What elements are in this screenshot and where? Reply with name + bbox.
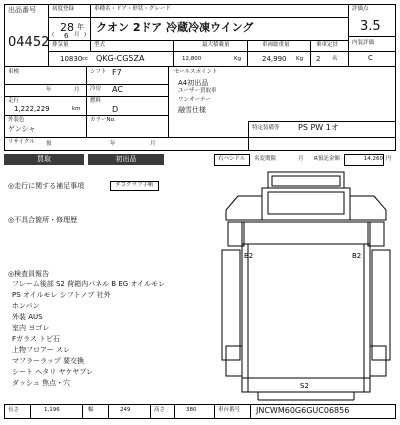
model: QKG-CG5ZA	[96, 54, 145, 63]
height: 380	[186, 407, 197, 413]
recycle-fee-label: R預託金額	[314, 156, 340, 162]
purchase-tag: 買取	[4, 154, 84, 165]
border-line	[82, 404, 83, 418]
special-equipment-label: 特定装備等	[252, 125, 280, 131]
registration-year: 28	[60, 21, 74, 34]
border-line	[248, 121, 396, 122]
inspection-year-unit: 年	[46, 87, 52, 93]
border-line	[90, 4, 91, 51]
score-label: 評価点	[352, 6, 369, 12]
inspector-line: Fガラス トビ石	[12, 335, 61, 343]
windshield	[268, 192, 344, 214]
right-handle-badge: 右ハンドル	[214, 154, 250, 166]
displacement-label: 排気量	[52, 42, 69, 48]
registration-month: 6	[64, 32, 69, 40]
exterior-color: ゲンシャ	[8, 125, 36, 133]
first-registration-label: 初度登録	[52, 6, 75, 12]
inspector-line: シート ヘタリ ヤケヤブレ	[12, 368, 94, 376]
sales-point-1: A4初出品	[178, 79, 209, 87]
lot-number: 04452	[8, 35, 50, 50]
damage-label-rear: S2	[300, 382, 309, 390]
inspection-record-month-unit: 月	[150, 141, 156, 147]
inspection-label: 車検	[8, 69, 20, 75]
border-line	[168, 66, 169, 137]
capacity: 2	[316, 55, 321, 63]
inspector-line: フレーム後部 S2 荷箱内パネル B EG オイルモレ	[12, 280, 166, 288]
interior-grade-label: 内装評価	[352, 40, 375, 46]
vin-label: 車台番号	[218, 407, 241, 413]
mileage-label: 走行	[8, 98, 20, 104]
ac: AC	[112, 85, 123, 94]
border-line	[247, 40, 248, 66]
inspection-record-year-unit: 年	[110, 141, 116, 147]
border-line	[48, 51, 348, 52]
border-line	[4, 404, 5, 418]
border-line	[4, 66, 5, 150]
defects-label: ◎不具合箇所・修理歴	[8, 216, 78, 224]
damage-label-left: B2	[244, 252, 254, 260]
inspector-line: ダッシュ 焦点・穴	[12, 379, 71, 387]
length: 1,196	[44, 407, 60, 413]
truck-diagram	[218, 166, 394, 404]
registration-year-unit: 年	[77, 23, 84, 31]
border-line	[348, 4, 349, 66]
gross-weight-label: 車両総重量	[262, 42, 290, 48]
exterior-color-label: 外装色	[8, 117, 25, 123]
border-line	[348, 36, 396, 37]
sales-point-2: ユーザー買取車	[178, 88, 217, 94]
border-line	[48, 40, 348, 41]
tachograph-box: タコグラフ手帳	[110, 181, 159, 191]
max-load: 12,800	[182, 56, 202, 62]
recycle-label: リサイクル	[8, 139, 35, 145]
displacement: 10830	[60, 55, 83, 63]
ac-label: 冷房	[90, 86, 102, 92]
border-line	[395, 66, 396, 150]
border-line	[310, 40, 311, 66]
cab-body	[262, 188, 350, 220]
length-label: 長さ	[8, 407, 20, 413]
shift-label: シフト	[90, 69, 107, 75]
border-line	[108, 404, 109, 418]
max-load-unit: Kg	[234, 56, 242, 62]
border-line	[395, 4, 396, 66]
color-number-label: カラーNo.	[90, 117, 116, 123]
border-line	[4, 150, 396, 151]
max-load-label: 最大積載量	[202, 42, 230, 48]
gross-weight-unit: Kg	[296, 56, 304, 62]
recycle-fee: 14,260	[344, 154, 384, 166]
border-line	[4, 137, 396, 138]
car-name: クオン 2ドア 冷蔵冷凍ウイング	[96, 21, 254, 34]
lot-number-label: 出品番号	[8, 6, 36, 14]
inspector-line: PS オイルモレ シフトノブ 社外	[12, 291, 111, 299]
border-line	[248, 121, 249, 150]
capacity-unit: 名	[332, 56, 338, 62]
score: 3.5	[360, 19, 381, 34]
mileage-unit: km	[72, 106, 81, 112]
recycle-status: 預	[46, 141, 52, 147]
inspection-month-unit: 月	[74, 87, 80, 93]
sales-point-4: 融雪仕様	[178, 106, 206, 114]
inspector-line: 室内 ヨゴレ	[12, 324, 50, 332]
border-line	[395, 404, 396, 418]
inspector-label: ◎検査員報告	[8, 270, 50, 278]
border-line	[150, 404, 151, 418]
border-line	[214, 404, 215, 418]
displacement-unit: cc	[82, 56, 89, 62]
fuel-label: 燃料	[90, 98, 102, 104]
mileage: 1,222,229	[14, 105, 50, 113]
border-line	[250, 404, 251, 418]
vin: JNCWM60G6GUC06856	[256, 406, 350, 415]
border-line	[4, 4, 5, 66]
car-name-label: 車種名・ドア・形状・グレード	[94, 6, 171, 12]
gross-weight: 24,990	[262, 55, 287, 63]
inspector-line: 外装 AUS	[12, 313, 43, 321]
border-line	[4, 66, 396, 67]
border-line	[174, 404, 175, 418]
interior-grade: C	[368, 54, 373, 62]
sales-point-3: ワンオーナー	[178, 97, 212, 103]
name-change-unit: 月	[298, 156, 304, 162]
inspector-line: 上物フロアー スレ	[12, 346, 71, 354]
border-line	[48, 17, 348, 18]
name-change-label: 名変期限	[254, 156, 277, 162]
special-equipment: PS PW 1オ	[298, 123, 339, 132]
width: 249	[120, 407, 131, 413]
inspector-line: マフラーラップ 要交換	[12, 357, 85, 365]
border-line	[30, 404, 31, 418]
border-line	[86, 66, 87, 137]
height-label: 高さ	[154, 407, 166, 413]
cargo-box	[242, 222, 370, 392]
border-line	[173, 40, 174, 66]
damage-label-right: B2	[352, 252, 362, 260]
first-listing-tag: 初出品	[88, 154, 164, 165]
recycle-fee-unit: 円	[386, 156, 392, 162]
border-line	[348, 51, 396, 52]
capacity-label: 乗車定員	[316, 42, 339, 48]
shift: F7	[112, 68, 122, 77]
border-line	[4, 404, 396, 405]
width-label: 幅	[88, 407, 94, 413]
registration-month-unit: 月	[74, 32, 80, 38]
fuel: D	[112, 105, 119, 114]
inspector-line: ホンバン	[12, 302, 40, 310]
model-label: 型式	[94, 42, 106, 48]
border-line	[4, 4, 396, 5]
sales-points-label: セールスポイント	[174, 69, 218, 75]
border-line	[4, 418, 396, 419]
mileage-note-label: ◎走行に関する補足事項	[8, 182, 85, 190]
